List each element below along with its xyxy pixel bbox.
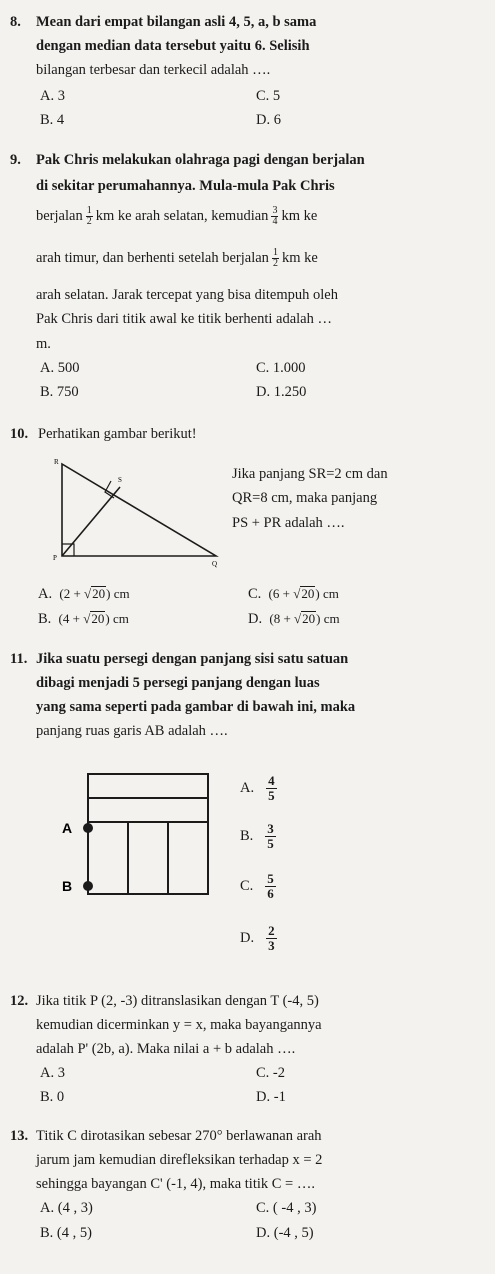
option-c[interactable]: C. -2: [256, 1065, 286, 1081]
question-text-line: dibagi menjadi 5 persegi panjang dengan luas: [36, 675, 320, 691]
option-a[interactable]: A. 3: [40, 88, 65, 104]
option-c[interactable]: C. (6 + √20) cm: [248, 586, 339, 602]
option-b[interactable]: B. 0: [40, 1089, 65, 1105]
question-text-line: berjalan $\frac{1}{2}$ km ke arah selatan, kemudian $\frac{3}{4}$ km ke: [36, 205, 318, 227]
option-c[interactable]: C. $\frac{5}{6}$: [240, 871, 274, 901]
question-text-line: Titik C dirotasikan sebesar 270° berlawanan arah: [36, 1128, 322, 1144]
triangle-pqr: [62, 464, 216, 556]
question-text-line: Perhatikan gambar berikut!: [38, 426, 197, 442]
question-number: 13.: [10, 1128, 29, 1144]
point-a-dot: [83, 823, 93, 833]
unit-square: [88, 774, 208, 894]
option-c[interactable]: C. ( -4 , 3): [256, 1200, 317, 1216]
question-number: 12.: [10, 993, 29, 1009]
question-text-line: Jika panjang SR=2 cm dan: [232, 466, 388, 482]
question-number: 11.: [10, 651, 28, 667]
option-b[interactable]: B. (4 , 5): [40, 1225, 92, 1241]
option-a[interactable]: A. 3: [40, 1065, 65, 1081]
question-text-line: panjang ruas garis AB adalah ….: [36, 723, 228, 739]
question-text-line: sehingga bayangan C' (-1, 4), maka titik C = ….: [36, 1176, 315, 1192]
option-a[interactable]: A. $\frac{4}{5}$: [240, 773, 275, 803]
question-number: 10.: [10, 426, 29, 442]
option-a[interactable]: A. 500: [40, 360, 80, 376]
question-text-line: Jika suatu persegi dengan panjang sisi satu satuan: [36, 651, 349, 667]
triangle-figure: [52, 456, 224, 574]
fraction: $\frac{3}{4}$: [272, 205, 278, 227]
vertex-label-p: P: [53, 554, 57, 562]
option-c[interactable]: C. 1.000: [256, 360, 306, 376]
question-text-line: Mean dari empat bilangan asli 4, 5, a, b sama: [36, 14, 317, 30]
altitude-line: [62, 487, 120, 556]
point-b-dot: [83, 881, 93, 891]
vertex-label-r: R: [54, 458, 59, 466]
option-d[interactable]: D. (-4 , 5): [256, 1225, 314, 1241]
option-b[interactable]: B. 4: [40, 112, 65, 128]
option-a[interactable]: A. (4 , 3): [40, 1200, 93, 1216]
question-text-line: bilangan terbesar dan terkecil adalah ….: [36, 62, 271, 78]
question-text-line: jarum jam kemudian direfleksikan terhadap x = 2: [36, 1152, 323, 1168]
question-text-line: dengan median data tersebut yaitu 6. Selisih: [36, 38, 310, 54]
question-text-line: QR=8 cm, maka panjang: [232, 490, 378, 506]
fraction: $\frac{1}{2}$: [272, 247, 278, 269]
question-text-line: adalah P' (2b, a). Maka nilai a + b adalah ….: [36, 1041, 296, 1057]
option-d[interactable]: D. 1.250: [256, 384, 307, 400]
question-text-line: yang sama seperti pada gambar di bawah ini, maka: [36, 699, 356, 715]
vertex-label-s: S: [118, 476, 122, 484]
point-b-label: B: [62, 878, 73, 894]
question-text-line: Pak Chris melakukan olahraga pagi dengan berjalan: [36, 152, 365, 168]
question-text-line: arah selatan. Jarak tercepat yang bisa ditempuh oleh: [36, 287, 338, 303]
option-d[interactable]: D. (8 + √20) cm: [248, 611, 340, 627]
option-b[interactable]: B. $\frac{3}{5}$: [240, 821, 274, 851]
option-b[interactable]: B. 750: [40, 384, 79, 400]
option-b[interactable]: B. (4 + √20) cm: [38, 611, 129, 627]
question-number: 9.: [10, 152, 21, 168]
option-d[interactable]: D. -1: [256, 1089, 286, 1105]
option-c[interactable]: C. 5: [256, 88, 281, 104]
option-d[interactable]: D. 6: [256, 112, 281, 128]
question-text-line: PS + PR adalah ….: [232, 515, 345, 531]
question-text-line: Pak Chris dari titik awal ke titik berhenti adalah …: [36, 311, 332, 327]
question-text-line: Jika titik P (2, -3) ditranslasikan dengan T (-4, 5): [36, 993, 319, 1009]
question-text-line: m.: [36, 336, 51, 352]
square-figure: [56, 770, 216, 902]
point-a-label: A: [62, 820, 73, 836]
question-text-line: kemudian dicerminkan y = x, maka bayangannya: [36, 1017, 322, 1033]
option-d[interactable]: D. $\frac{2}{3}$: [240, 923, 275, 953]
question-text-line: di sekitar perumahannya. Mula-mula Pak Chris: [36, 178, 335, 194]
option-a[interactable]: A. (2 + √20) cm: [38, 586, 130, 602]
fraction: $\frac{1}{2}$: [86, 205, 92, 227]
vertex-label-q: Q: [212, 560, 218, 568]
question-text-line: arah timur, dan berhenti setelah berjalan $\frac{1}{2}$ km ke: [36, 247, 318, 269]
question-number: 8.: [10, 14, 21, 30]
